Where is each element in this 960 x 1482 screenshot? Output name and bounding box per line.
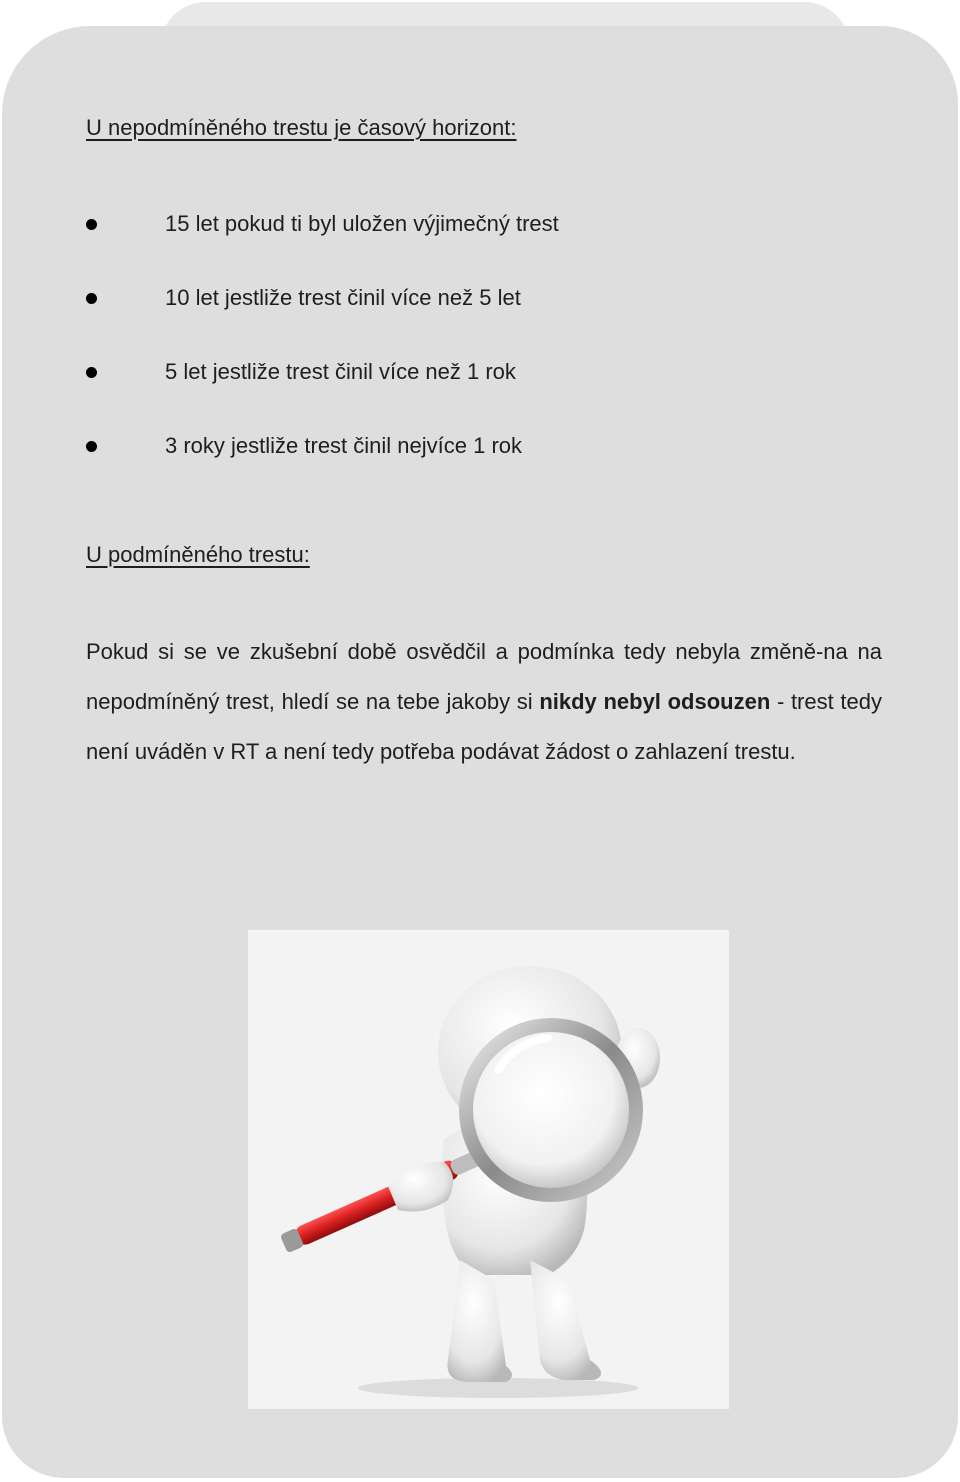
unconditional-heading: U nepodmíněného trestu je časový horizont: bbox=[86, 115, 517, 140]
person-with-magnifying-glass-icon bbox=[248, 930, 729, 1409]
list-item-text: 10 let jestliže trest činil více než 5 let bbox=[165, 285, 521, 310]
unconditional-list bbox=[86, 210, 882, 506]
conditional-paragraph bbox=[86, 627, 882, 777]
list-item bbox=[86, 210, 882, 284]
list-item-text: 15 let pokud ti byl uložen výjimečný trest bbox=[165, 211, 559, 236]
paragraph-text: Pokud si se ve zkušební době osvědčil a podmínka tedy nebyla změně-na na nepodmíněný trest, hledí se na tebe jakoby si bbox=[86, 639, 882, 714]
bullet-icon bbox=[86, 293, 97, 304]
bullet-icon bbox=[86, 219, 97, 230]
list-item bbox=[86, 358, 882, 432]
magnifier-illustration bbox=[248, 930, 729, 1409]
conditional-heading: U podmíněného trestu: bbox=[86, 542, 310, 567]
paragraph-text-end: - trest tedy není uváděn v RT a není tedy potřeba podávat žádost o zahlazení trestu. bbox=[86, 689, 882, 764]
list-item-text: 3 roky jestliže trest činil nejvíce 1 rok bbox=[165, 433, 523, 458]
list-item bbox=[86, 432, 882, 506]
paragraph-bold-text: nikdy nebyl odsouzen bbox=[539, 689, 771, 714]
list-item bbox=[86, 284, 882, 358]
bullet-icon bbox=[86, 367, 97, 378]
bullet-icon bbox=[86, 441, 97, 452]
list-item-text: 5 let jestliže trest činil více než 1 rok bbox=[165, 359, 516, 384]
